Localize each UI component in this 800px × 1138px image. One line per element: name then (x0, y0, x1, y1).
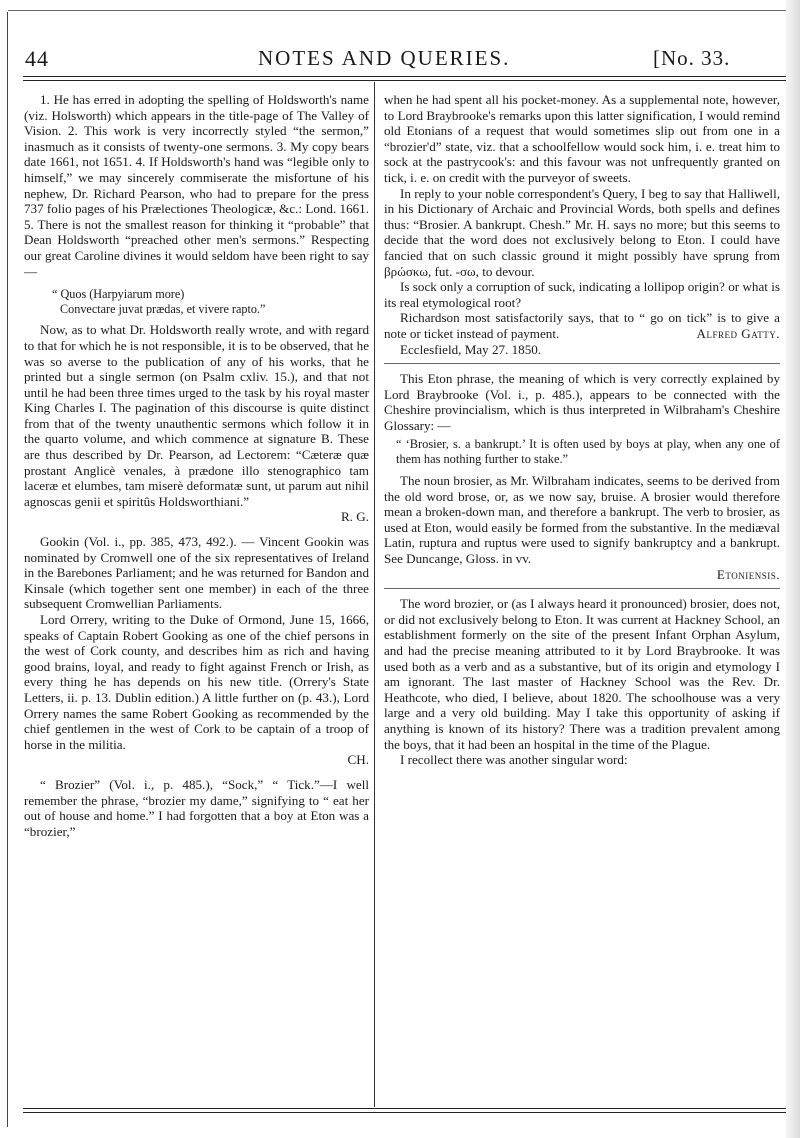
page-number: 44 (25, 46, 49, 71)
running-header (25, 46, 785, 76)
right-paragraph-3: Is sock only a corruption of suck, indicating a lollipop origin? or what is its real etymological root? (384, 279, 780, 310)
section-separator-1 (384, 363, 780, 364)
signature-ch: CH. (347, 752, 369, 768)
quote-line-1: “ Quos (Harpyiarum more) (52, 287, 185, 302)
top-border (8, 10, 786, 11)
left-column (24, 92, 369, 839)
section-separator-2 (384, 588, 780, 589)
left-paragraph-gookin: Gookin (Vol. i., pp. 385, 473, 492.). — Vincent Gookin was nominated by Cromwell one of the six representatives of Ireland in the Barebones Parliament; and he was returned for Bandon and Kinsale (which together sent one member) in each of the three subsequent Cromwellian Parliaments. (24, 534, 369, 612)
right-paragraph-4-text: Richardson most satisfactorily says, that to “ go on tick” is to give a note or ticket instead of payment. (384, 310, 780, 341)
signature-etoniensis: Etoniensis. (716, 566, 780, 582)
footer-rule (23, 1108, 786, 1113)
left-paragraph-2: Now, as to what Dr. Holdsworth really wrote, and with regard to that for which he is not responsible, it is to be observed, that he was so averse to the publication of any of his works, that he printed but a single sermon (on Psalm cxliv. 15.), and that not until he had been three times urged to the task by his royal master King Charles I. The pagination of this discourse is quite distinct from that of the twenty unauthentic sermons which follow it in the quarto volume, and which commence at signature B. These are thus described by Dr. Pearson, ad Lectorem: “Cæteræ quæ prostant Anglicè venales, à prædone illo stenographico tam laceræ et elumbes, tam miserè deformatæ sunt, ut parum aut nihil agnoscas genii et spiritûs Holdsworthiani.” (24, 322, 369, 509)
glossary-quotation: “ ‘Brosier, s. a bankrupt.’ It is often used by boys at play, when any one of them has nothing further to stake.” (396, 437, 780, 467)
page-edge-shadow (786, 0, 800, 1138)
right-paragraph-5: This Eton phrase, the meaning of which is very correctly explained by Lord Braybrooke (Vol. i., p. 485.), appears to be connected with the Cheshire provincialism, which is thus interpreted in Wilbraham's Cheshire Glossary: — (384, 371, 780, 433)
journal-title: NOTES AND QUERIES. (258, 46, 511, 70)
left-paragraph-1: 1. He has erred in adopting the spelling of Holdsworth's name (viz. Holsworth) which appears in the title-page of The Valley of Vision. 2. This work is very incorrectly styled “the sermon,” inasmuch as it consists of twenty-one sermons. 3. My copy bears date 1661, not 1651. 4. If Holdsworth's hand was “legible only to himself,” we may sincerely commiserate the misfortune of his nephew, Dr. Richard Pearson, who had to prepare for the press 737 folio pages of his Prælectiones Theologicæ, &c.: Lond. 1661. 5. There is not the smallest reason for thinking it “probable” that Dean Holdsworth “preached other men's sermons.” Respecting our great Caroline divines it would seldom have been right to say — (24, 92, 369, 279)
right-paragraph-6: The noun brosier, as Mr. Wilbraham indicates, seems to be derived from the old word brose, or, as we now say, bruise. A brosier would therefore mean a broken-down man, and therefore a bankrupt. The verb to brosier, as used at Eton, would easily be formed from the substantive. In the mediæval Latin, ruptura and ruptus were used to signify bankruptcy and a bankrupt. See Duncange, Gloss. in vv. (384, 473, 780, 567)
signature-alfred-gatty: Alfred Gatty. (696, 325, 780, 341)
latin-quotation (24, 287, 369, 316)
issue-number: [No. 33. (653, 46, 731, 70)
header-rule (23, 76, 786, 81)
quote-line-2: Convectare juvat prædas, et vivere rapto.” (60, 301, 266, 316)
left-paragraph-orrery: Lord Orrery, writing to the Duke of Ormond, June 15, 1666, speaks of Captain Robert Gooking as one of the chief persons in the west of Cork county, and describes him as rich and having good brains, loyal, and ready to fight against French or Irish, as every thing he has depends on his new title. (Orrery's State Letters, ii. p. 13. Dublin edition.) A little further on (p. 43.), Lord Orrery names the same Robert Gooking as recommended by the chief gentlemen in the west of Cork to be captain of a troop of horse in the militia. (24, 612, 369, 752)
right-column (384, 92, 780, 768)
column-divider (374, 82, 375, 1107)
left-paragraph-brozier: “ Brozier” (Vol. i., p. 485.), “Sock,” “ Tick.”—I well remember the phrase, “brozier my dame,” signifying to “ eat her out of house and home.” I had forgotten that a boy at Eton was a “brozier,” (24, 776, 369, 839)
page-edge-line (7, 12, 8, 1127)
dateline: Ecclesfield, May 27. 1850. (400, 341, 542, 357)
signature-rg: R. G. (340, 509, 369, 525)
right-paragraph-1: when he had spent all his pocket-money. As a supplemental note, however, to Lord Braybrooke's remarks upon this latter signification, I would remind old Etonians of a request that would sometimes slip out from one in a “brozier'd” state, viz. that a schoolfellow would sock him, i. e. treat him to sock at the pastrycook's: and this favour was not unfrequently granted on tick, i. e. on credit with the purveyor of sweets. (384, 92, 780, 185)
right-paragraph-2: In reply to your noble correspondent's Query, I beg to say that Halliwell, in his Dictionary of Archaic and Provincial Words, both spells and defines thus: “Brosier. A bankrupt. Chesh.” Mr. H. says no more; but this seems to decide that the word does not exclusively belong to Eton. I could have fancied that on such classic ground it might possibly have sprung from βρώσκω, fut. -σω, to devour. (384, 185, 780, 279)
right-paragraph-7: The word brozier, or (as I always heard it pronounced) brosier, does not, or did not exclusively belong to Eton. It was current at Hackney School, an establishment formerly on the site of the present Infant Orphan Asylum, and had the precise meaning attributed to it by Lord Braybrooke. It was used both as a verb and as a substantive, but of its origin and etymology I am ignorant. The last master of Hackney School was the Rev. Dr. Heathcote, who died, I believe, about 1820. The schoolhouse was a very large and a very old building. May I take this opportunity of asking if anything is known of its history? There was a tradition prevalent among the boys, that it had been an hospital in the time of the Plague. (384, 596, 780, 752)
right-paragraph-4 (384, 310, 780, 341)
right-paragraph-8: I recollect there was another singular word: (400, 752, 628, 768)
